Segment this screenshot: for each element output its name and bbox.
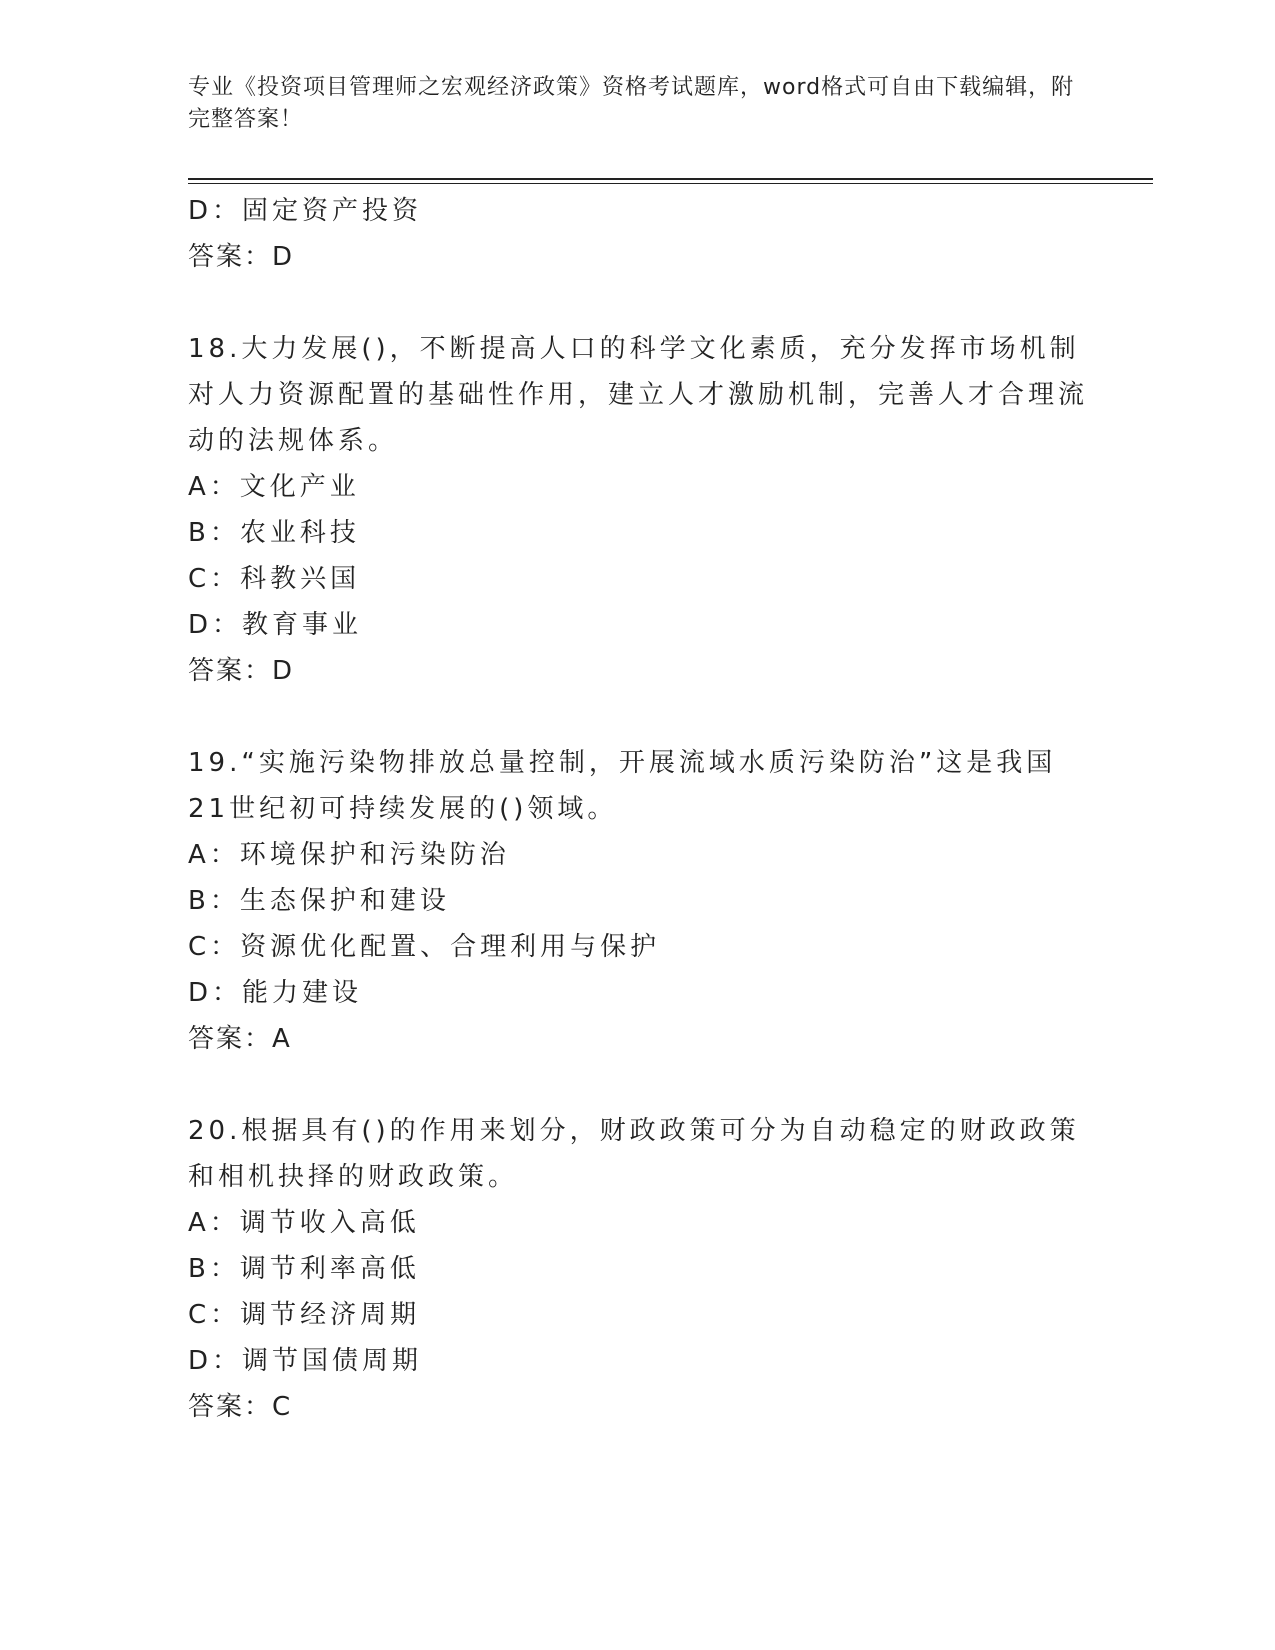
carryover-question: [188, 188, 1088, 280]
question-stem: 18.大力发展()，不断提高人口的科学文化素质，充分发挥市场机制对人力资源配置的基础性作用，建立人才激励机制，完善人才合理流动的法规体系。: [188, 334, 1089, 456]
option-c: C：资源优化配置、合理利用与保护: [188, 932, 661, 962]
option-d: D：能力建设: [188, 978, 363, 1008]
answer-line: 答案：C: [188, 1392, 293, 1422]
answer-line: 答案：D: [188, 656, 295, 686]
option-b: B：生态保护和建设: [188, 886, 450, 916]
option-a: A：调节收入高低: [188, 1208, 420, 1238]
spacer: [188, 1062, 1088, 1108]
question-19: [188, 740, 1088, 1062]
option-c: C：科教兴国: [188, 564, 361, 594]
question-18: [188, 326, 1088, 694]
question-20: [188, 1108, 1088, 1430]
question-stem: 19.“实施污染物排放总量控制，开展流域水质污染防治”这是我国21世纪初可持续发展的()领域。: [188, 748, 1057, 824]
answer-line: 答案：D: [188, 242, 295, 272]
spacer: [188, 280, 1088, 326]
option-b: B：农业科技: [188, 518, 360, 548]
option-c: C：调节经济周期: [188, 1300, 421, 1330]
option-a: A：环境保护和污染防治: [188, 840, 510, 870]
option-d: D：固定资产投资: [188, 196, 423, 226]
spacer: [188, 694, 1088, 740]
question-stem: 20.根据具有()的作用来划分，财政政策可分为自动稳定的财政政策和相机抉择的财政政策。: [188, 1116, 1080, 1192]
option-b: B：调节利率高低: [188, 1254, 420, 1284]
header-divider-thin: [188, 183, 1153, 184]
option-d: D：调节国债周期: [188, 1346, 423, 1376]
question-list: [188, 188, 1088, 1430]
header-divider-thick: [188, 178, 1153, 180]
option-d: D：教育事业: [188, 610, 363, 640]
option-a: A：文化产业: [188, 472, 360, 502]
answer-line: 答案：A: [188, 1024, 292, 1054]
document-header: 专业《投资项目管理师之宏观经济政策》资格考试题库，word格式可自由下载编辑，附完整答案！: [188, 75, 1075, 132]
